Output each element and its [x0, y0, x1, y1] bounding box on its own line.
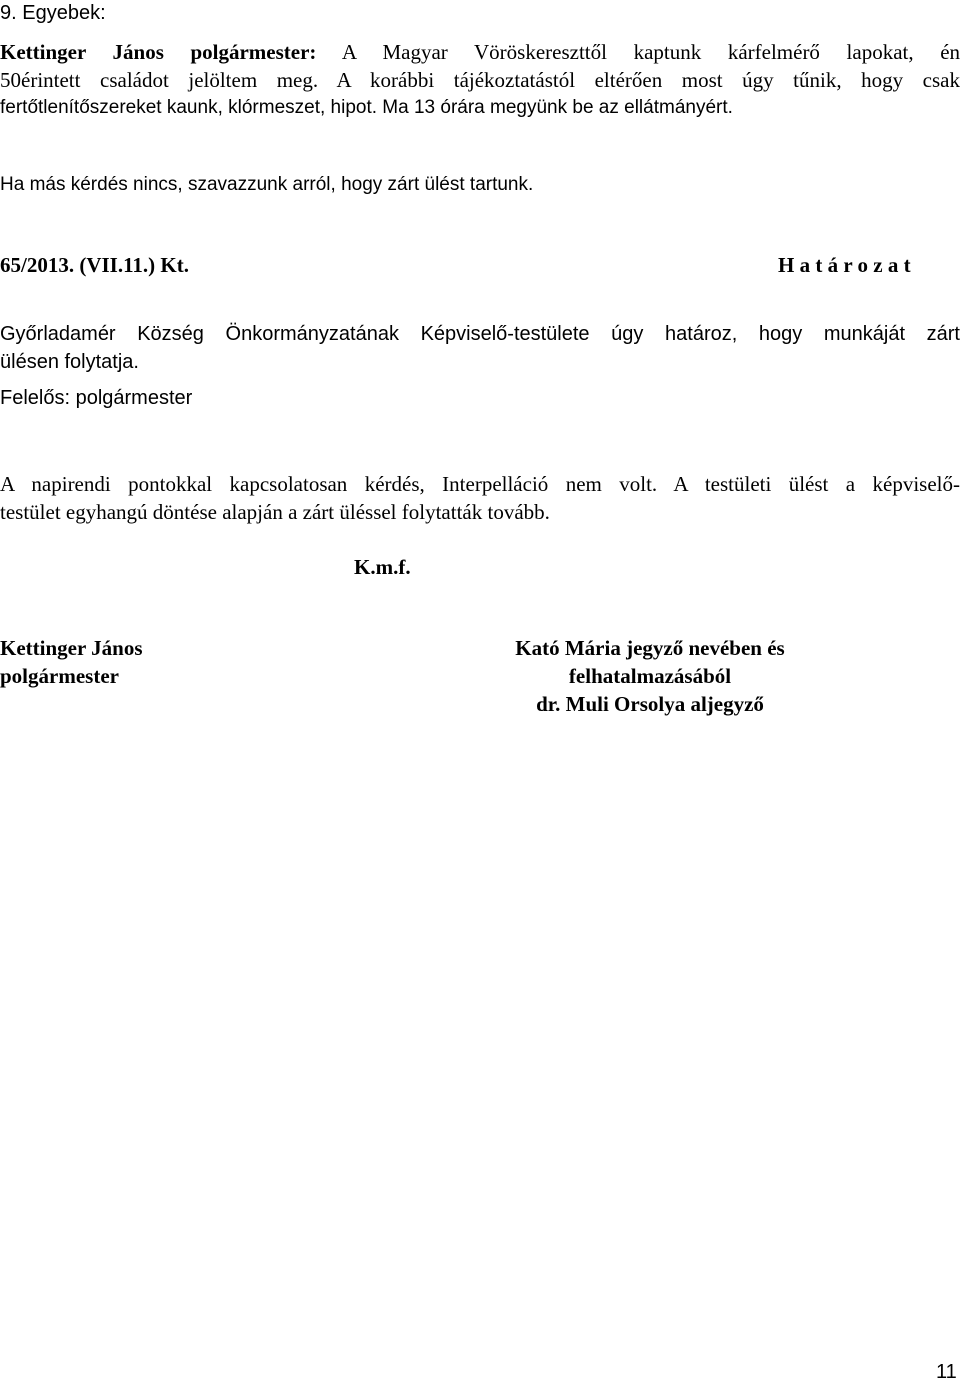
paragraph-line: Győrladamér Község Önkormányzatának Képviselő-testülete úgy határoz, hogy munkáját zárt — [0, 323, 960, 345]
signature-right-line3: dr. Muli Orsolya aljegyző — [536, 692, 764, 716]
speaker-name: Kettinger János polgármester: — [0, 40, 317, 64]
section-heading: 9. Egyebek: — [0, 2, 106, 24]
paragraph-vote-request: Ha más kérdés nincs, szavazzunk arról, hogy zárt ülést tartunk. — [0, 174, 534, 195]
signature-left-title: polgármester — [0, 664, 119, 688]
paragraph-line: A napirendi pontokkal kapcsolatosan kérdés, Interpelláció nem volt. A testületi ülést a képviselő- — [0, 472, 960, 496]
signature-right — [480, 634, 820, 718]
signature-left-name: Kettinger János — [0, 636, 143, 660]
signature-right-line1: Kató Mária jegyző nevében és — [515, 636, 785, 660]
paragraph-line: ülésen folytatja. — [0, 351, 139, 373]
kmf-mark: K.m.f. — [354, 555, 411, 579]
paragraph-line — [0, 38, 960, 66]
resolution-label: H a t á r o z a t — [778, 253, 911, 277]
paragraph-closing — [0, 470, 960, 526]
responsible-line: Felelős: polgármester — [0, 387, 193, 409]
paragraph-line: fertőtlenítőszereket kaunk, klórmeszet, hipot. Ma 13 órára megyünk be az ellátmányért. — [0, 97, 733, 118]
signature-right-line2: felhatalmazásából — [568, 664, 732, 688]
resolution-header — [0, 253, 960, 281]
paragraph-line: testület egyhangú döntése alapján a zárt üléssel folytatták tovább. — [0, 500, 550, 524]
page-number: 11 — [936, 1361, 957, 1383]
resolution-number: 65/2013. (VII.11.) Kt. — [0, 253, 189, 277]
signature-left — [0, 634, 143, 690]
paragraph-mayor-statement — [0, 38, 960, 122]
paragraph-line: 50érintett családot jelöltem meg. A korábbi tájékoztatástól eltérően most úgy tűnik, hogy csak — [0, 68, 960, 92]
paragraph-text: A Magyar Vöröskereszttől kaptunk kárfelmérő lapokat, én — [341, 40, 960, 64]
resolution-text — [0, 320, 960, 376]
